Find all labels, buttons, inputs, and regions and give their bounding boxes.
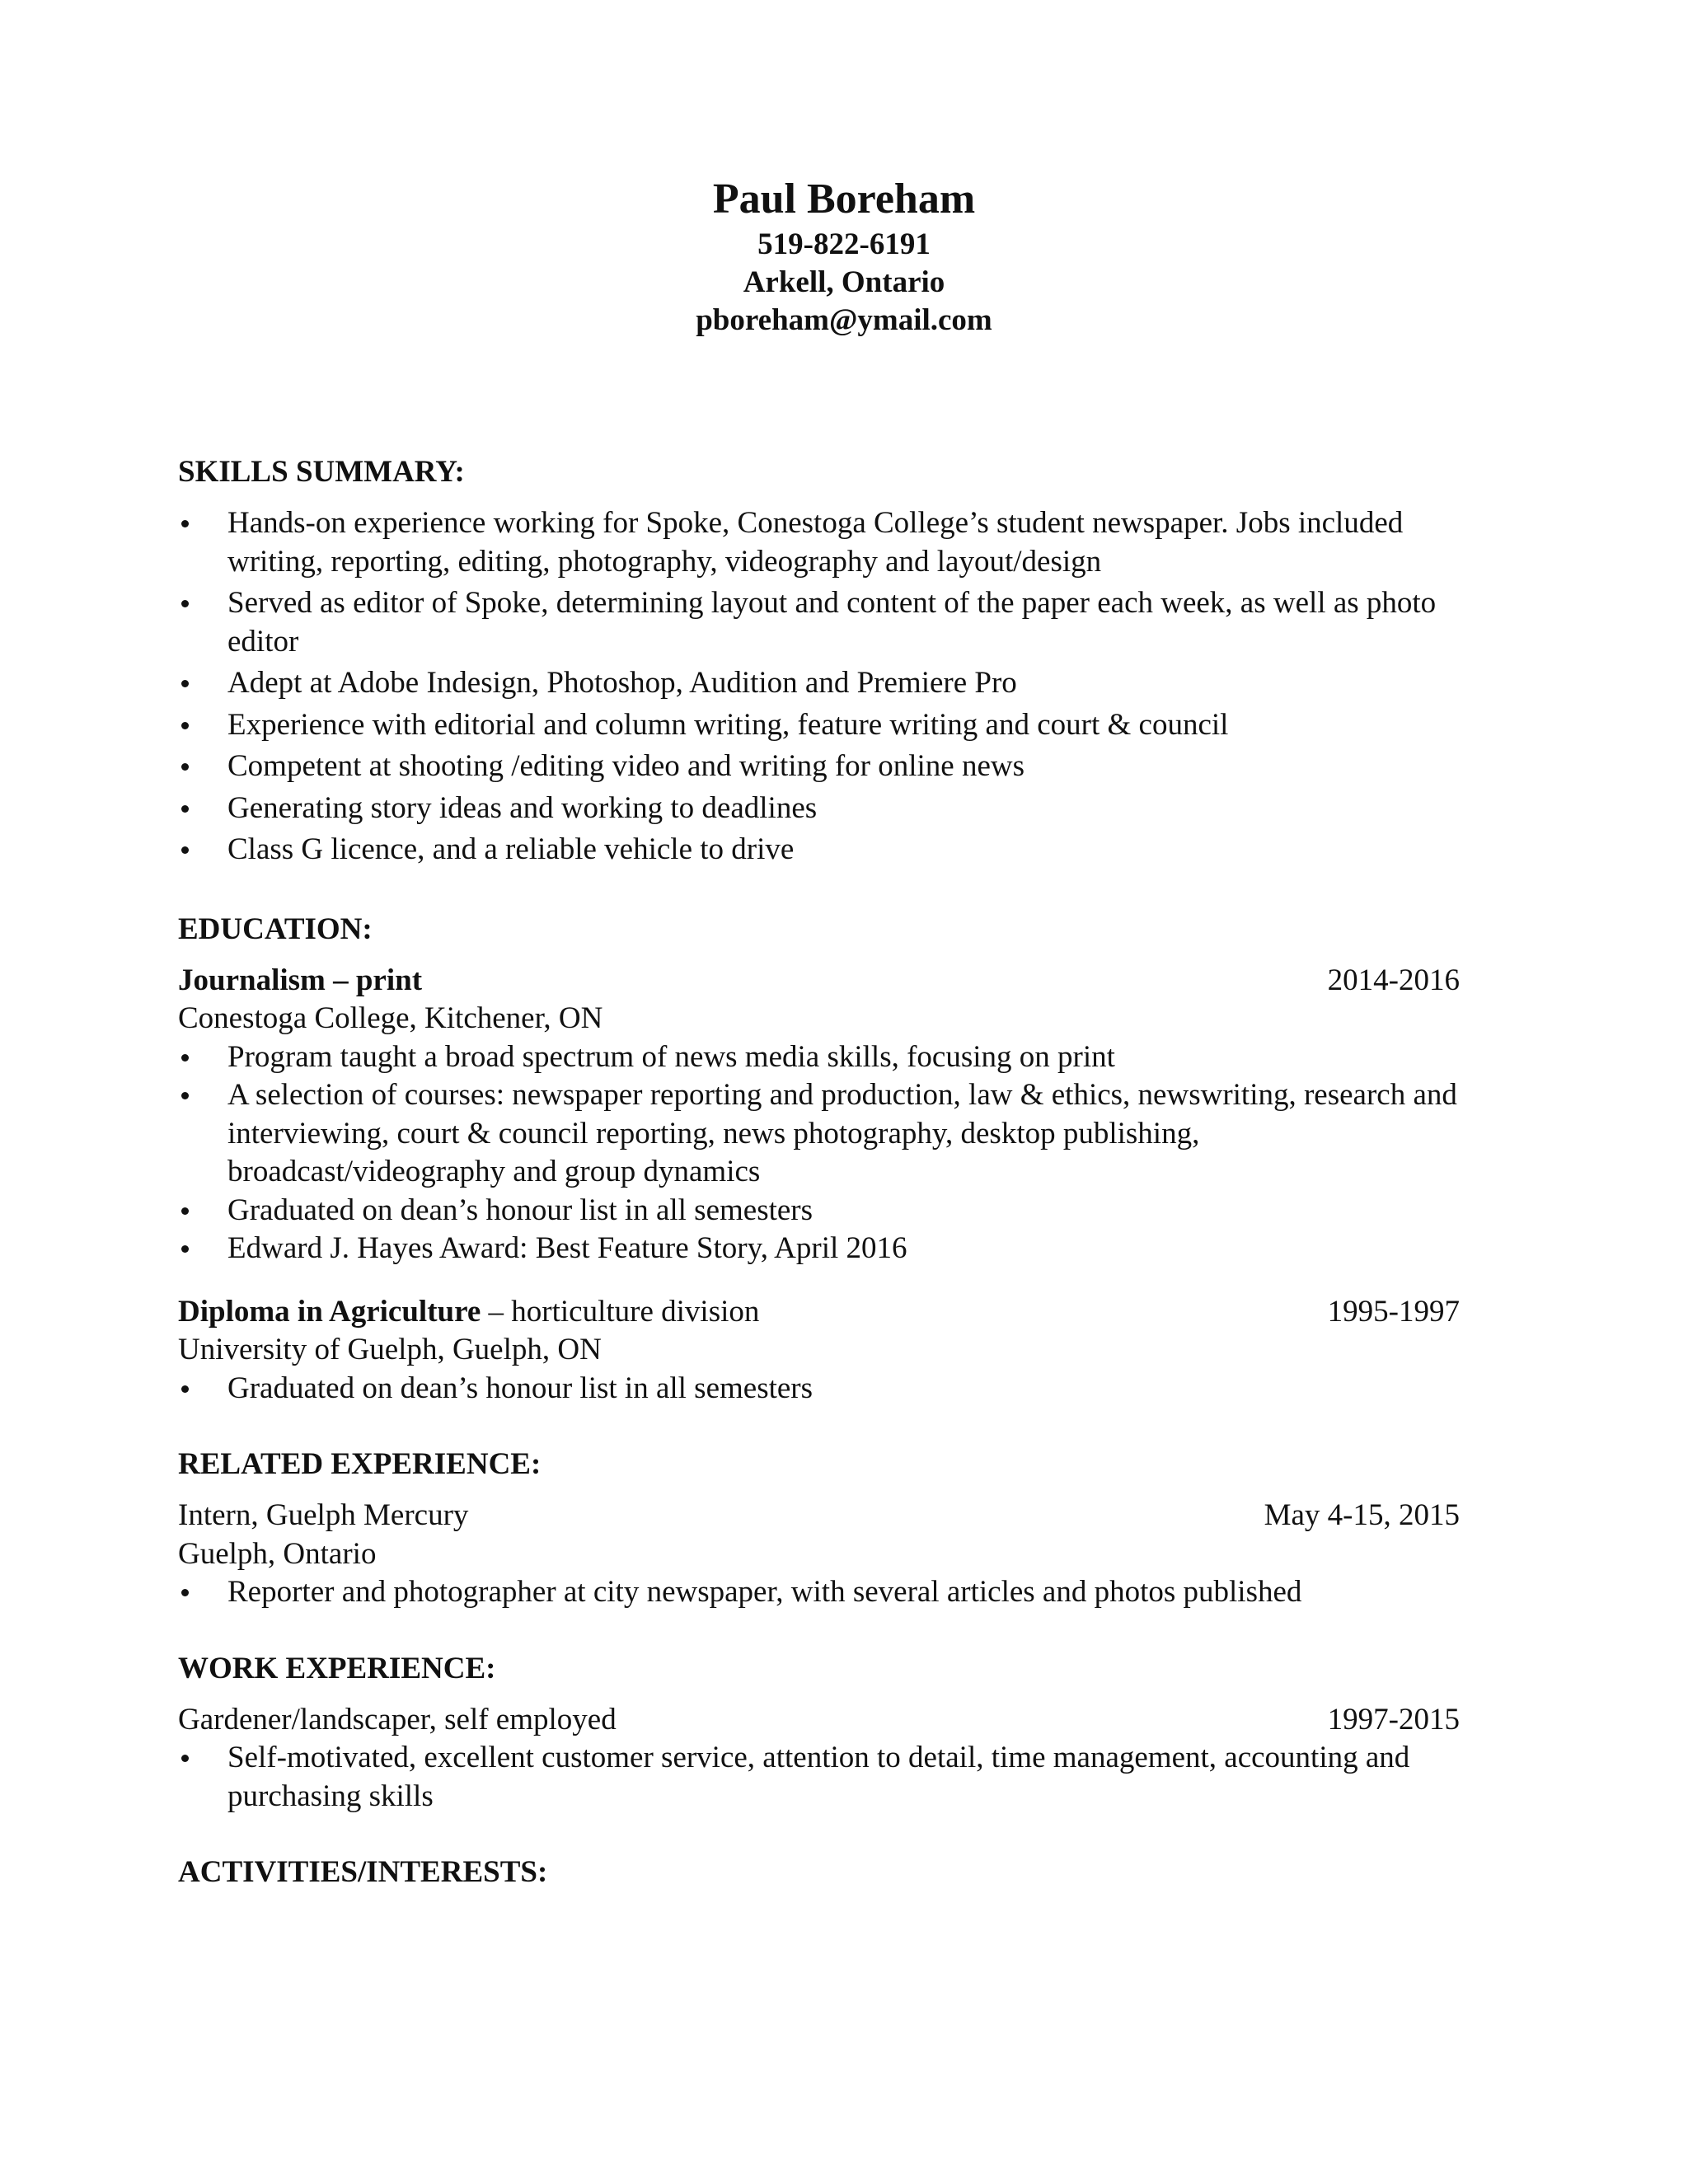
list-item: Served as editor of Spoke, determining layout and content of the paper each week, as well as photo editor — [227, 586, 1437, 658]
list-item: Adept at Adobe Indesign, Photoshop, Audition and Premiere Pro — [227, 666, 1017, 700]
job-title: Intern, Guelph Mercury — [178, 1498, 469, 1532]
resume-body — [178, 453, 1464, 1891]
institution: University of Guelph, Guelph, ON — [178, 1333, 602, 1366]
work-bullets — [178, 1739, 1464, 1816]
education-dates: 1995-1997 — [1327, 1294, 1460, 1329]
related-bullets — [178, 1573, 1464, 1612]
degree-title: Journalism – print — [178, 963, 423, 997]
work-experience-heading: WORK EXPERIENCE: — [178, 1651, 496, 1685]
education-heading: EDUCATION: — [178, 912, 373, 946]
list-item: Program taught a broad spectrum of news media skills, focusing on print — [227, 1039, 1115, 1074]
degree-title: Diploma in Agriculture — [178, 1294, 481, 1329]
list-item: Generating story ideas and working to deadlines — [227, 790, 818, 825]
list-item: Hands-on experience working for Spoke, Conestoga College’s student newspaper. Jobs included writing, reporting, editing, photography, videography and layout/design — [227, 506, 1404, 579]
skills-list — [178, 504, 1464, 869]
job-title: Gardener/landscaper, self employed — [178, 1702, 617, 1736]
phone-number: 519-822-6191 — [757, 227, 931, 261]
list-item: Graduated on dean’s honour list in all semesters — [227, 1371, 814, 1405]
education-bullets — [178, 1370, 1464, 1408]
email-address: pboreham@ymail.com — [696, 303, 992, 337]
work-experience-entry — [178, 1701, 1464, 1816]
list-item: Self-motivated, excellent customer service, attention to detail, time management, accounting and purchasing skills — [227, 1741, 1410, 1813]
list-item: Reporter and photographer at city newspaper, with several articles and photos published — [227, 1575, 1302, 1609]
education-bullets — [178, 1038, 1464, 1268]
education-entry-journalism — [178, 962, 1464, 1268]
education-entry-agriculture: Diploma in Agriculture – horticulture division 1995-1997 University of Guelph, Guelph, ON Graduated on dean’s honour list in all semesters — [178, 1293, 1464, 1408]
activities-heading: ACTIVITIES/INTERESTS: — [178, 1855, 548, 1889]
location: Arkell, Ontario — [743, 265, 945, 299]
related-experience-entry — [178, 1497, 1464, 1612]
list-item: Competent at shooting /editing video and writing for online news — [227, 749, 1025, 783]
list-item: Experience with editorial and column writing, feature writing and court & council — [227, 707, 1229, 742]
institution: Conestoga College, Kitchener, ON — [178, 1001, 603, 1035]
applicant-name: Paul Boreham — [712, 176, 976, 223]
skills-heading: SKILLS SUMMARY: — [178, 455, 465, 489]
job-dates: May 4-15, 2015 — [1264, 1498, 1460, 1532]
related-experience-heading: RELATED EXPERIENCE: — [178, 1447, 542, 1481]
list-item: Graduated on dean’s honour list in all semesters — [227, 1193, 814, 1227]
list-item: A selection of courses: newspaper reporting and production, law & ethics, newswriting, research and interviewing, court & council reporting, news photography, desktop publishing, broadcast/videography and group dynamics — [227, 1078, 1457, 1188]
job-location: Guelph, Ontario — [178, 1536, 377, 1571]
list-item: Edward J. Hayes Award: Best Feature Story, April 2016 — [227, 1231, 907, 1265]
resume-header — [0, 173, 1688, 340]
list-item: Class G licence, and a reliable vehicle to drive — [227, 832, 795, 866]
education-dates: 2014-2016 — [1327, 963, 1460, 997]
job-dates: 1997-2015 — [1327, 1702, 1460, 1736]
